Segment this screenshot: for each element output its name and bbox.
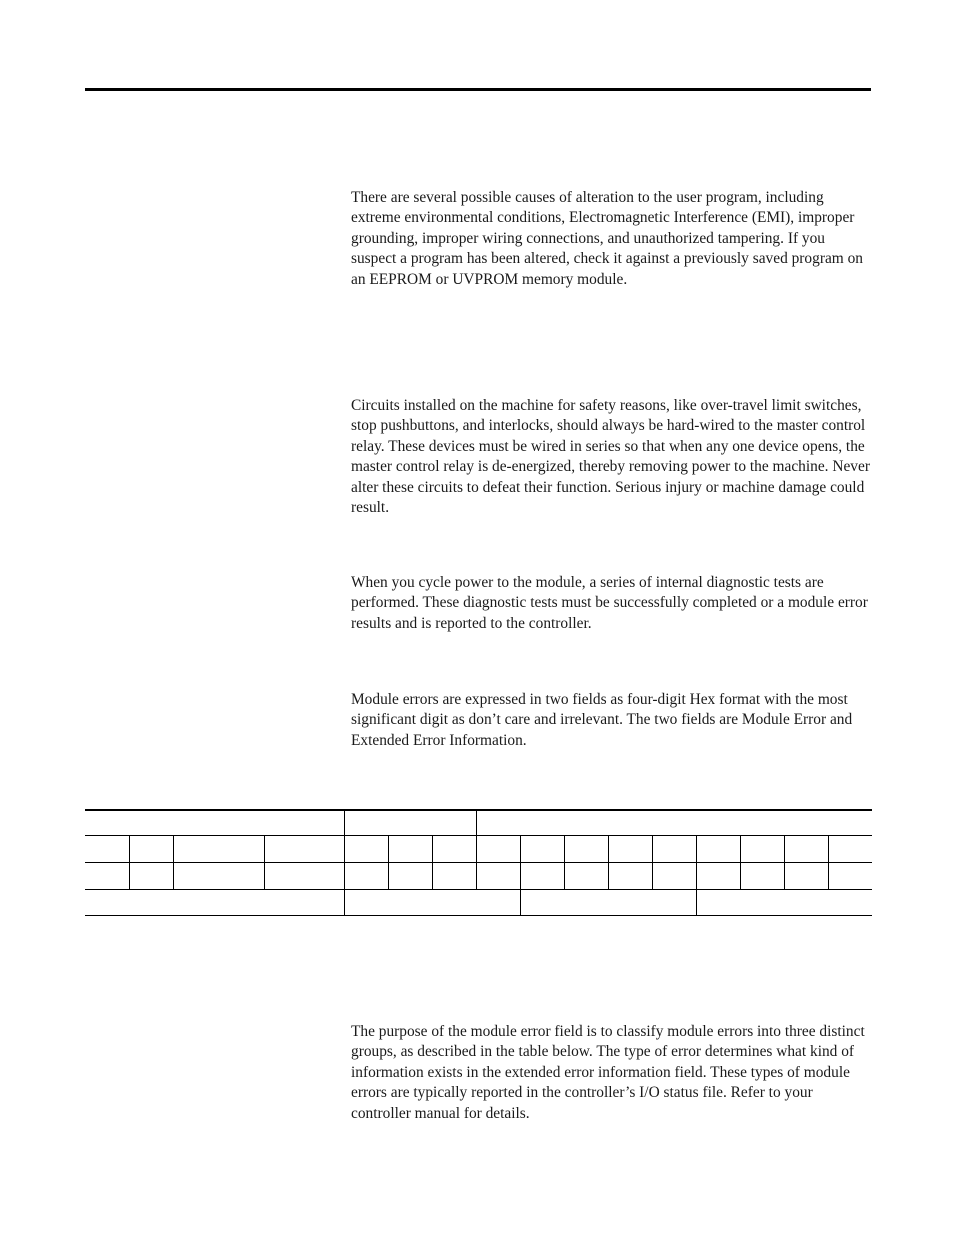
table-divider [264, 835, 265, 890]
table-rule [85, 889, 872, 890]
table-divider [344, 835, 345, 890]
table-divider [696, 889, 697, 916]
paragraph-program-alteration: There are several possible causes of alteration to the user program, including extreme environmental conditions, Electromagnetic Interference (EMI), improper grounding, improper wiring connections, and unauthorized tampering. If you suspect a program has been altered, check it against a previously saved program on an EEPROM or UVPROM memory module. [351, 189, 863, 288]
paragraph-module-error-purpose: The purpose of the module error field is to classify module errors into three distinct groups, as described in the table below. The type of error determines what kind of information exists in the extended error information field. These types of module errors are typically reported in the controller’s I/O status file. Refer to your controller manual for details. [351, 1023, 865, 1122]
table-divider [388, 835, 389, 890]
table-rule [85, 835, 872, 836]
paragraph-power-cycle-diagnostics: When you cycle power to the module, a series of internal diagnostic tests are performed. These diagnostic tests must be successfully completed or a module error results and is reported to the controller. [351, 574, 868, 632]
table-divider [476, 835, 477, 890]
table-divider [652, 835, 653, 890]
header-rule [85, 88, 871, 91]
table-divider [784, 835, 785, 890]
table-divider [432, 835, 433, 890]
table-rule-bottom [85, 915, 872, 916]
table-divider [564, 835, 565, 890]
table-divider [520, 889, 521, 916]
table-divider [696, 835, 697, 890]
error-word-table [85, 809, 872, 916]
table-divider [344, 889, 345, 916]
table-rule-top [85, 809, 872, 811]
table-divider [608, 835, 609, 890]
table-divider [740, 835, 741, 890]
paragraph-module-error-fields: Module errors are expressed in two fields as four-digit Hex format with the most significant digit as don’t care and irrelevant. The two fields are Module Error and Extended Error Information. [351, 691, 853, 749]
table-divider [344, 809, 345, 836]
table-divider [476, 809, 477, 836]
table-divider [129, 835, 130, 890]
table-divider [520, 835, 521, 890]
table-rule [85, 862, 872, 863]
table-divider [173, 835, 174, 890]
paragraph-safety-circuits: Circuits installed on the machine for safety reasons, like over-travel limit switches, stop pushbuttons, and interlocks, should always be hard-wired to the master control relay. These devices must be wired in series so that when any one device opens, the master control relay is de-energized, thereby removing power to the machine. Never alter these circuits to defeat their function. Serious injury or machine damage could result. [351, 397, 870, 517]
table-divider [828, 835, 829, 890]
